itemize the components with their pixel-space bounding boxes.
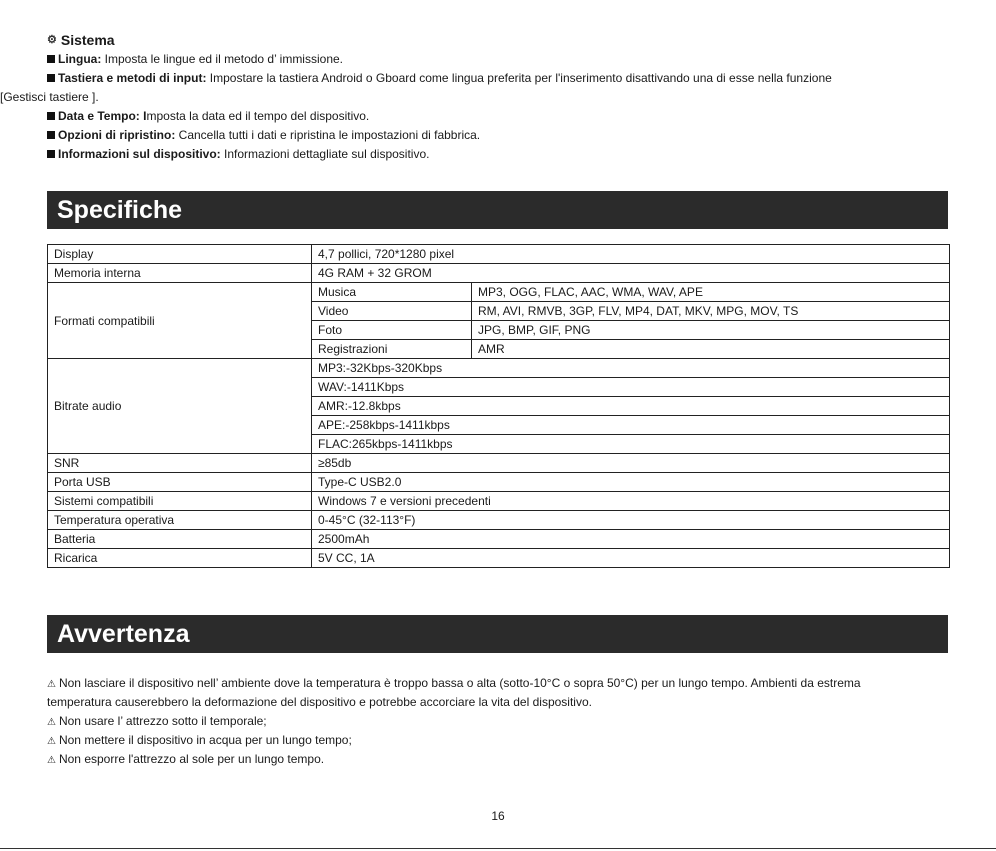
- table-row: [48, 492, 950, 511]
- bullet-square-icon: [47, 74, 55, 82]
- format-type: Foto: [312, 321, 472, 340]
- sistema-item-data: Data e Tempo: Imposta la data ed il tempo del dispositivo.: [47, 107, 947, 126]
- spec-value: Type-C USB2.0: [312, 473, 950, 492]
- sistema-title: Sistema: [60, 32, 115, 48]
- table-row: [48, 283, 950, 302]
- avvertenza-banner: Avvertenza: [47, 615, 948, 653]
- spec-label: Porta USB: [48, 473, 312, 492]
- warning-icon: ⚠: [47, 755, 56, 766]
- sistema-item-tastiera-cont: [Gestisci tastiere ].: [0, 90, 99, 104]
- format-value: JPG, BMP, GIF, PNG: [472, 321, 950, 340]
- bitrate-value: FLAC:265kbps-1411kbps: [312, 435, 950, 454]
- spec-label: Batteria: [48, 530, 312, 549]
- spec-label: Temperatura operativa: [48, 511, 312, 530]
- bitrate-value: APE:-258kbps-1411kbps: [312, 416, 950, 435]
- spec-value: 2500mAh: [312, 530, 950, 549]
- warning-icon: ⚠: [47, 736, 56, 747]
- spec-label: Sistemi compatibili: [48, 492, 312, 511]
- bottom-divider: [0, 848, 996, 849]
- spec-value: ≥85db: [312, 454, 950, 473]
- sistema-item-informazioni: Informazioni sul dispositivo: Informazioni dettagliate sul dispositivo.: [47, 145, 947, 164]
- format-type: Musica: [312, 283, 472, 302]
- page-number: 16: [491, 809, 505, 823]
- bullet-square-icon: [47, 112, 55, 120]
- spec-label: Display: [48, 245, 312, 264]
- bitrate-value: WAV:-1411Kbps: [312, 378, 950, 397]
- format-type: Video: [312, 302, 472, 321]
- bullet-square-icon: [47, 131, 55, 139]
- bullet-square-icon: [47, 55, 55, 63]
- settings-icon: ⚙: [47, 34, 57, 46]
- table-row: [48, 359, 950, 378]
- format-type: Registrazioni: [312, 340, 472, 359]
- spec-value: Windows 7 e versioni precedenti: [312, 492, 950, 511]
- spec-label: Formati compatibili: [48, 283, 312, 359]
- table-row: [48, 264, 950, 283]
- sistema-section: [0, 30, 947, 164]
- table-row: [48, 245, 950, 264]
- spec-value: 4G RAM + 32 GROM: [312, 264, 950, 283]
- spec-value: 4,7 pollici, 720*1280 pixel: [312, 245, 950, 264]
- warning-line: ⚠ Non usare l’ attrezzo sotto il temporale;: [47, 714, 267, 728]
- spec-label: Bitrate audio: [48, 359, 312, 454]
- spec-value: 5V CC, 1A: [312, 549, 950, 568]
- sistema-item-ripristino: Opzioni di ripristino: Cancella tutti i dati e ripristina le impostazioni di fabbrica.: [47, 126, 947, 145]
- format-value: AMR: [472, 340, 950, 359]
- sistema-item-lingua: Lingua: Imposta le lingue ed il metodo d’ immissione.: [47, 50, 947, 69]
- warning-icon: ⚠: [47, 717, 56, 728]
- warning-icon: ⚠: [47, 679, 56, 690]
- table-row: [48, 454, 950, 473]
- table-row: [48, 473, 950, 492]
- table-row: [48, 530, 950, 549]
- specifiche-banner: Specifiche: [47, 191, 948, 229]
- bitrate-value: AMR:-12.8kbps: [312, 397, 950, 416]
- warning-line: ⚠ Non mettere il dispositivo in acqua per un lungo tempo;: [47, 733, 352, 747]
- sistema-item-tastiera: Tastiera e metodi di input: Impostare la tastiera Android o Gboard come lingua preferita per l'inserimento disattivando una di esse nella funzione: [47, 69, 947, 88]
- spec-label: Ricarica: [48, 549, 312, 568]
- bitrate-value: MP3:-32Kbps-320Kbps: [312, 359, 950, 378]
- table-row: [48, 511, 950, 530]
- table-row: [48, 549, 950, 568]
- spec-value: 0-45°C (32-113°F): [312, 511, 950, 530]
- format-value: MP3, OGG, FLAC, AAC, WMA, WAV, APE: [472, 283, 950, 302]
- sistema-heading: [47, 30, 947, 50]
- spec-label: Memoria interna: [48, 264, 312, 283]
- warning-section: [47, 674, 949, 769]
- format-value: RM, AVI, RMVB, 3GP, FLV, MP4, DAT, MKV, MPG, MOV, TS: [472, 302, 950, 321]
- bullet-square-icon: [47, 150, 55, 158]
- spec-label: SNR: [48, 454, 312, 473]
- warning-line: ⚠ Non lasciare il dispositivo nell’ ambiente dove la temperatura è troppo bassa o alta (sotto-10°C o sopra 50°C) per un lungo tempo. Ambienti da estrema: [47, 676, 861, 690]
- specs-table: [47, 244, 950, 568]
- warning-line-cont: temperatura causerebbero la deformazione del dispositivo e potrebbe accorciare la vita del dispositivo.: [47, 695, 592, 709]
- warning-line: ⚠ Non esporre l'attrezzo al sole per un lungo tempo.: [47, 752, 325, 766]
